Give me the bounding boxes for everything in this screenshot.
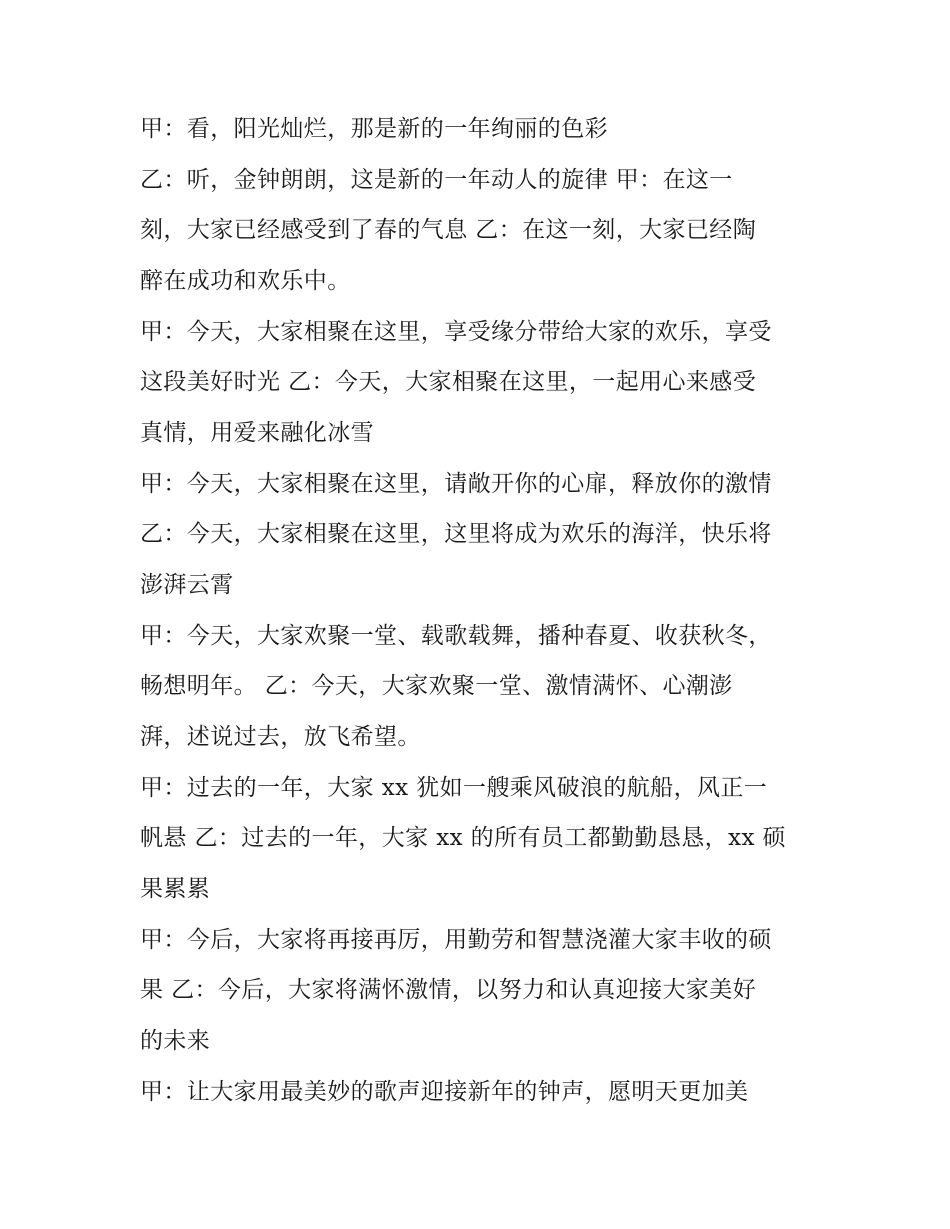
text-line-18: 果 乙：今后，大家将满怀激情，以努力和认真迎接大家美好 — [140, 977, 757, 1003]
text-line-20: 甲：让大家用最美妙的歌声迎接新年的钟声，愿明天更加美 — [140, 1079, 749, 1105]
text-line-2: 乙：听，金钟朗朗，这是新的一年动人的旋律 甲：在这一 — [140, 167, 733, 193]
text-line-10: 澎湃云霄 — [140, 572, 234, 598]
text-line-3: 刻，大家已经感受到了春的气息 乙：在这一刻，大家已经陶 — [140, 217, 757, 243]
text-line-17: 甲：今后，大家将再接再厉，用勤劳和智慧浇灌大家丰收的硕 — [140, 927, 772, 953]
text-line-5: 甲：今天，大家相聚在这里，享受缘分带给大家的欢乐，享受 — [140, 319, 772, 345]
text-line-13: 湃，述说过去，放飞希望。 — [140, 724, 421, 750]
text-line-1: 甲：看，阳光灿烂，那是新的一年绚丽的色彩 — [140, 116, 608, 142]
text-line-12: 畅想明年。 乙：今天，大家欢聚一堂、激情满怀、心潮澎 — [140, 673, 733, 699]
text-line-9: 乙：今天，大家相聚在这里，这里将成为欢乐的海洋，快乐将 — [140, 521, 772, 547]
text-line-16: 果累累 — [140, 876, 211, 902]
text-line-6: 这段美好时光 乙：今天，大家相聚在这里，一起用心来感受 — [140, 369, 757, 395]
text-line-8: 甲：今天，大家相聚在这里，请敞开你的心扉，释放你的激情 — [140, 471, 772, 497]
text-line-4: 醉在成功和欢乐中。 — [140, 268, 351, 294]
text-line-7: 真情，用爱来融化冰雪 — [140, 420, 374, 446]
text-line-11: 甲：今天，大家欢聚一堂、载歌载舞，播种春夏、收获秋冬， — [140, 623, 772, 649]
text-line-19: 的未来 — [140, 1028, 211, 1054]
text-line-14: 甲：过去的一年，大家 xx 犹如一艘乘风破浪的航船，风正一 — [140, 775, 768, 801]
text-line-15: 帆悬 乙：过去的一年，大家 xx 的所有员工都勤勤恳恳，xx 硕 — [140, 825, 786, 851]
